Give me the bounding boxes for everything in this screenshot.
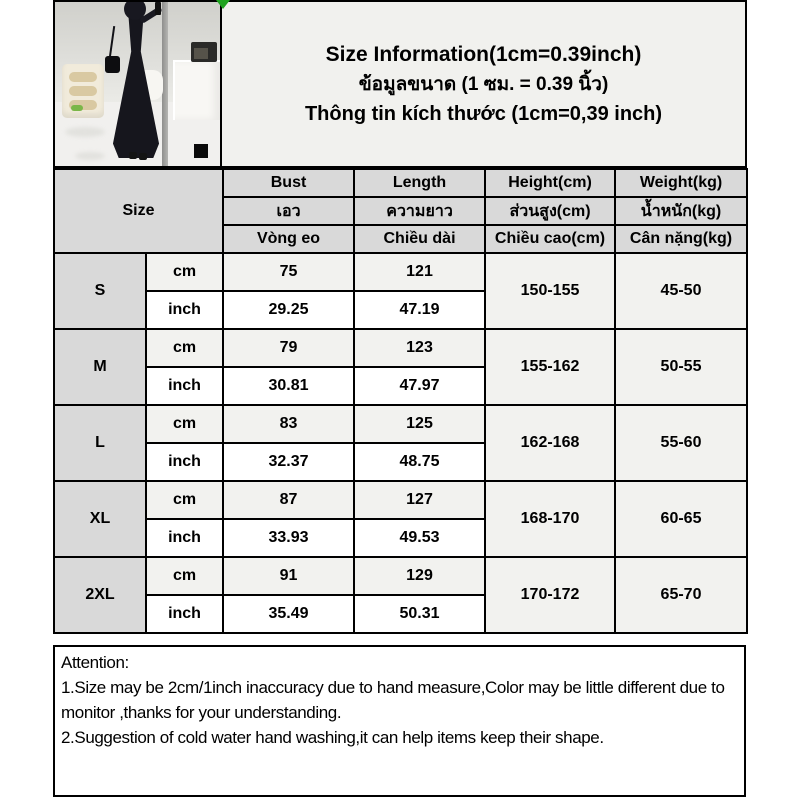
length-cm: 123: [354, 329, 485, 367]
length-inch: 49.53: [354, 519, 485, 557]
length-inch: 47.19: [354, 291, 485, 329]
size-table: [53, 168, 748, 634]
weight-range: 50-55: [615, 329, 747, 405]
size-label: S: [54, 253, 146, 329]
size-table-body: [54, 169, 747, 633]
weight-header-vi: Cân nặng(kg): [615, 225, 747, 253]
attention-heading: Attention:: [61, 653, 129, 672]
height-range: 170-172: [485, 557, 615, 633]
title-thai: ข้อมูลขนาด (1 ซม. = 0.39 นิ้ว): [358, 73, 609, 95]
unit-label: cm: [146, 253, 223, 291]
table-row: [54, 481, 747, 519]
attention-notes: [53, 645, 746, 797]
bust-cm: 75: [223, 253, 354, 291]
height-range: 155-162: [485, 329, 615, 405]
bust-cm: 91: [223, 557, 354, 595]
unit-label: cm: [146, 557, 223, 595]
title-vietnamese: Thông tin kích thước (1cm=0,39 inch): [304, 102, 663, 125]
white-dresser: [173, 60, 220, 120]
length-header-en: Length: [354, 169, 485, 197]
unit-label: inch: [146, 519, 223, 557]
unit-label: cm: [146, 481, 223, 519]
weight-range: 55-60: [615, 405, 747, 481]
height-header-th: ส่วนสูง(cm): [485, 197, 615, 225]
unit-label: inch: [146, 595, 223, 633]
length-cm: 129: [354, 557, 485, 595]
size-label: 2XL: [54, 557, 146, 633]
floor-reflection: [65, 127, 105, 137]
bust-inch: 30.81: [223, 367, 354, 405]
bust-header-en: Bust: [223, 169, 354, 197]
length-inch: 50.31: [354, 595, 485, 633]
height-range: 162-168: [485, 405, 615, 481]
phone: [155, 2, 161, 15]
bust-inch: 33.93: [223, 519, 354, 557]
weight-header-en: Weight(kg): [615, 169, 747, 197]
weight-range: 60-65: [615, 481, 747, 557]
cream-cabinet: [62, 64, 104, 118]
cabinet-item: [71, 105, 83, 111]
length-header-vi: Chiều dài: [354, 225, 485, 253]
shoulder-bag: [105, 56, 120, 73]
length-cm: 121: [354, 253, 485, 291]
bust-cm: 79: [223, 329, 354, 367]
attention-note-2: 2.Suggestion of cold water hand washing,it can help items keep their shape.: [61, 728, 604, 747]
size-column-header: Size: [54, 169, 223, 253]
shoe: [129, 152, 137, 159]
speaker-front: [194, 48, 208, 59]
size-label: M: [54, 329, 146, 405]
table-row: [54, 329, 747, 367]
length-cm: 127: [354, 481, 485, 519]
height-header-vi: Chiều cao(cm): [485, 225, 615, 253]
unit-label: cm: [146, 329, 223, 367]
unit-label: inch: [146, 443, 223, 481]
bust-header-vi: Vòng eo: [223, 225, 354, 253]
shoe: [139, 153, 147, 160]
cabinet-slot: [69, 86, 97, 96]
unit-label: inch: [146, 291, 223, 329]
attention-note-1: 1.Size may be 2cm/1inch inaccuracy due to hand measure,Color may be little different due to monitor ,thanks for your understanding.: [61, 678, 725, 722]
size-label: XL: [54, 481, 146, 557]
mirror-base: [194, 144, 208, 158]
table-row: [54, 253, 747, 291]
bust-inch: 32.37: [223, 443, 354, 481]
floor-reflection: [75, 152, 105, 160]
weight-header-th: น้ำหนัก(kg): [615, 197, 747, 225]
weight-range: 65-70: [615, 557, 747, 633]
length-inch: 47.97: [354, 367, 485, 405]
height-range: 168-170: [485, 481, 615, 557]
cabinet-slot: [69, 72, 97, 82]
title-english: Size Information(1cm=0.39inch): [325, 42, 642, 66]
bust-cm: 87: [223, 481, 354, 519]
length-header-th: ความยาว: [354, 197, 485, 225]
table-row: [54, 557, 747, 595]
product-photo: [53, 0, 222, 168]
size-information-title: [220, 0, 747, 168]
unit-label: inch: [146, 367, 223, 405]
height-range: 150-155: [485, 253, 615, 329]
height-header-en: Height(cm): [485, 169, 615, 197]
unit-label: cm: [146, 405, 223, 443]
length-cm: 125: [354, 405, 485, 443]
bust-header-th: เอว: [223, 197, 354, 225]
bust-inch: 35.49: [223, 595, 354, 633]
size-label: L: [54, 405, 146, 481]
weight-range: 45-50: [615, 253, 747, 329]
green-corner-marker-icon: [216, 0, 230, 9]
table-row: [54, 405, 747, 443]
bust-cm: 83: [223, 405, 354, 443]
length-inch: 48.75: [354, 443, 485, 481]
bust-inch: 29.25: [223, 291, 354, 329]
